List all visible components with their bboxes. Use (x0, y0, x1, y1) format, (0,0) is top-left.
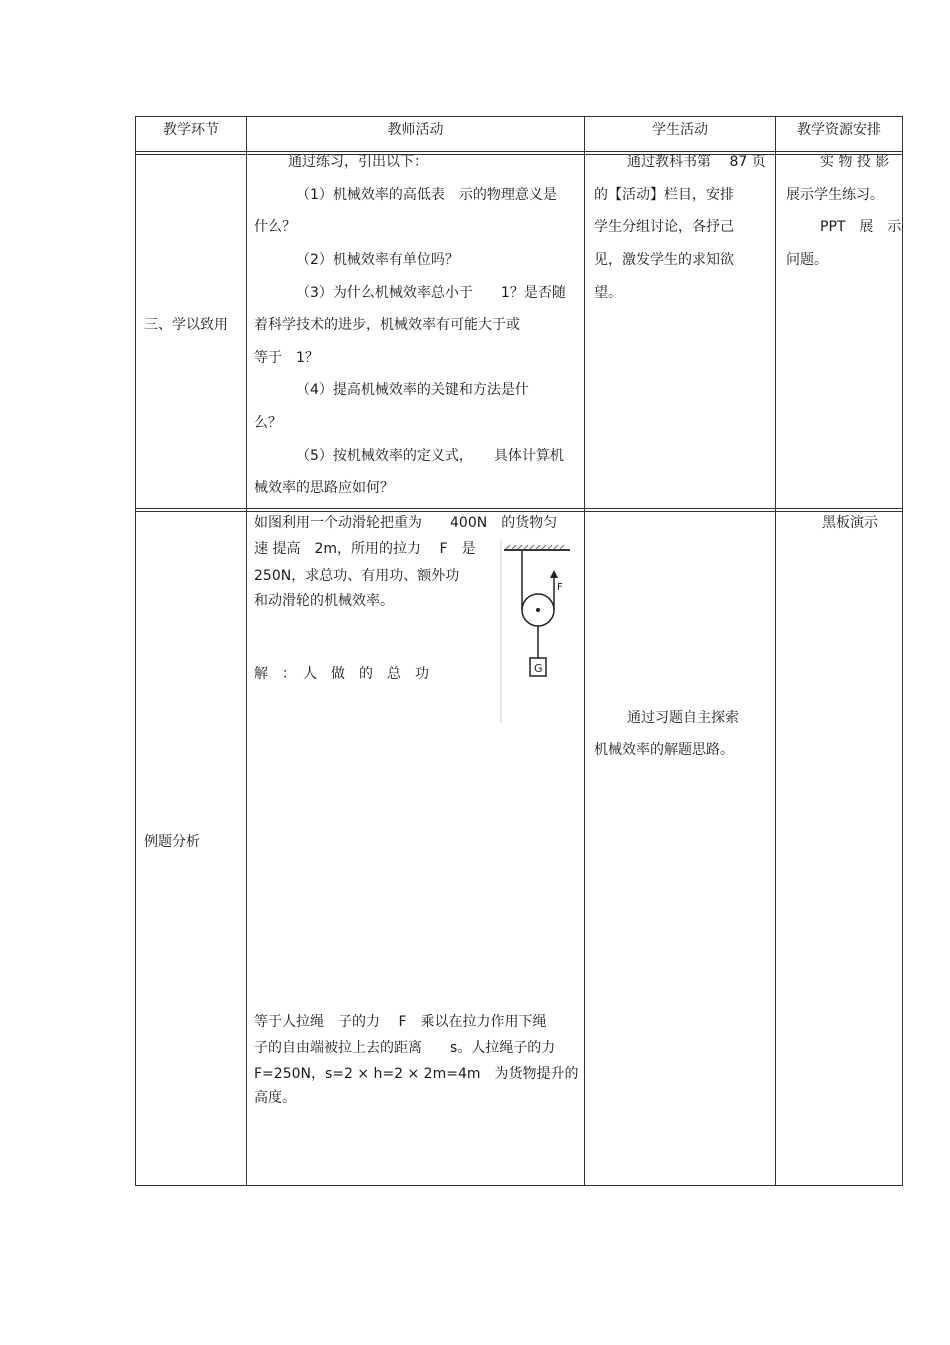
problem-line: 速 提高 2m，所用的拉力 F 是 (254, 541, 476, 557)
header-divider-bottom (135, 154, 903, 155)
teacher-line: 么？ (254, 415, 282, 431)
load-label: G (534, 662, 543, 675)
teacher-line: （2）机械效率有单位吗？ (296, 252, 459, 268)
resource-line: 展示学生练习。 (786, 187, 884, 203)
header-teacher: 教师活动 (387, 122, 444, 138)
solution-line: 子的自由端被拉上去的距离 s。人拉绳子的力 (254, 1040, 556, 1056)
problem-line: 如图利用一个动滑轮把重为 400N 的货物匀 (254, 515, 558, 531)
teacher-line: （5）按机械效率的定义式， 具体计算机 (296, 448, 564, 464)
teacher-line: 着科学技术的进步，机械效率有可能大于或 (254, 317, 520, 333)
table-border-top (135, 116, 903, 117)
col-divider-2 (584, 116, 585, 1186)
resource-line: 黑板演示 (822, 515, 878, 531)
student-line: 的【活动】栏目，安排 (594, 187, 734, 203)
col-border-left (135, 116, 136, 1186)
solution-line: 等于人拉绳 子的力 F 乘以在拉力作用下绳 (254, 1014, 547, 1030)
resource-line: PPT 展 示 (820, 219, 902, 235)
col-divider-1 (246, 116, 247, 1186)
table-border-bottom (135, 1185, 903, 1186)
teacher-line: （1）机械效率的高低表 示的物理意义是 (296, 187, 557, 203)
teacher-line: 等于 1？ (254, 350, 319, 366)
teacher-line: 械效率的思路应如何？ (254, 480, 394, 496)
problem-line: 250N，求总功、有用功、额外功 (254, 568, 460, 584)
row-divider (135, 508, 903, 509)
row1-stage: 三、学以致用 (144, 317, 228, 333)
student-line: 见，激发学生的求知欲 (594, 252, 734, 268)
student-line: 通过教科书第 87 页 (627, 154, 766, 170)
teacher-line: 通过练习，引出以下： (288, 154, 428, 170)
row2-stage: 例题分析 (144, 834, 200, 850)
student-line: 机械效率的解题思路。 (594, 742, 734, 758)
header-stage: 教学环节 (163, 122, 219, 138)
teacher-line: 什么？ (254, 219, 296, 235)
force-label: F (557, 582, 563, 593)
student-line: 望。 (594, 285, 622, 301)
pulley-figure (500, 540, 574, 722)
problem-line: 和动滑轮的机械效率。 (254, 593, 394, 609)
row-divider-inner (135, 511, 903, 512)
teacher-line: （4）提高机械效率的关键和方法是什 (296, 382, 529, 398)
resource-line: 实 物 投 影 (820, 154, 890, 170)
header-divider-top (135, 151, 903, 152)
solution-start: 解 ： 人 做 的 总 功 (254, 666, 429, 682)
student-line: 通过习题自主探索 (627, 710, 739, 726)
header-resource: 教学资源安排 (797, 122, 881, 138)
solution-line: F=250N，s=2 × h=2 × 2m=4m 为货物提升的 (254, 1066, 579, 1082)
header-student: 学生活动 (652, 122, 708, 138)
col-border-right (902, 116, 903, 1186)
student-line: 学生分组讨论，各抒己 (594, 219, 734, 235)
resource-line: 问题。 (786, 252, 828, 268)
col-divider-3 (775, 116, 776, 1186)
solution-line: 高度。 (254, 1090, 296, 1106)
teacher-line: （3）为什么机械效率总小于 1？是否随 (296, 285, 566, 301)
